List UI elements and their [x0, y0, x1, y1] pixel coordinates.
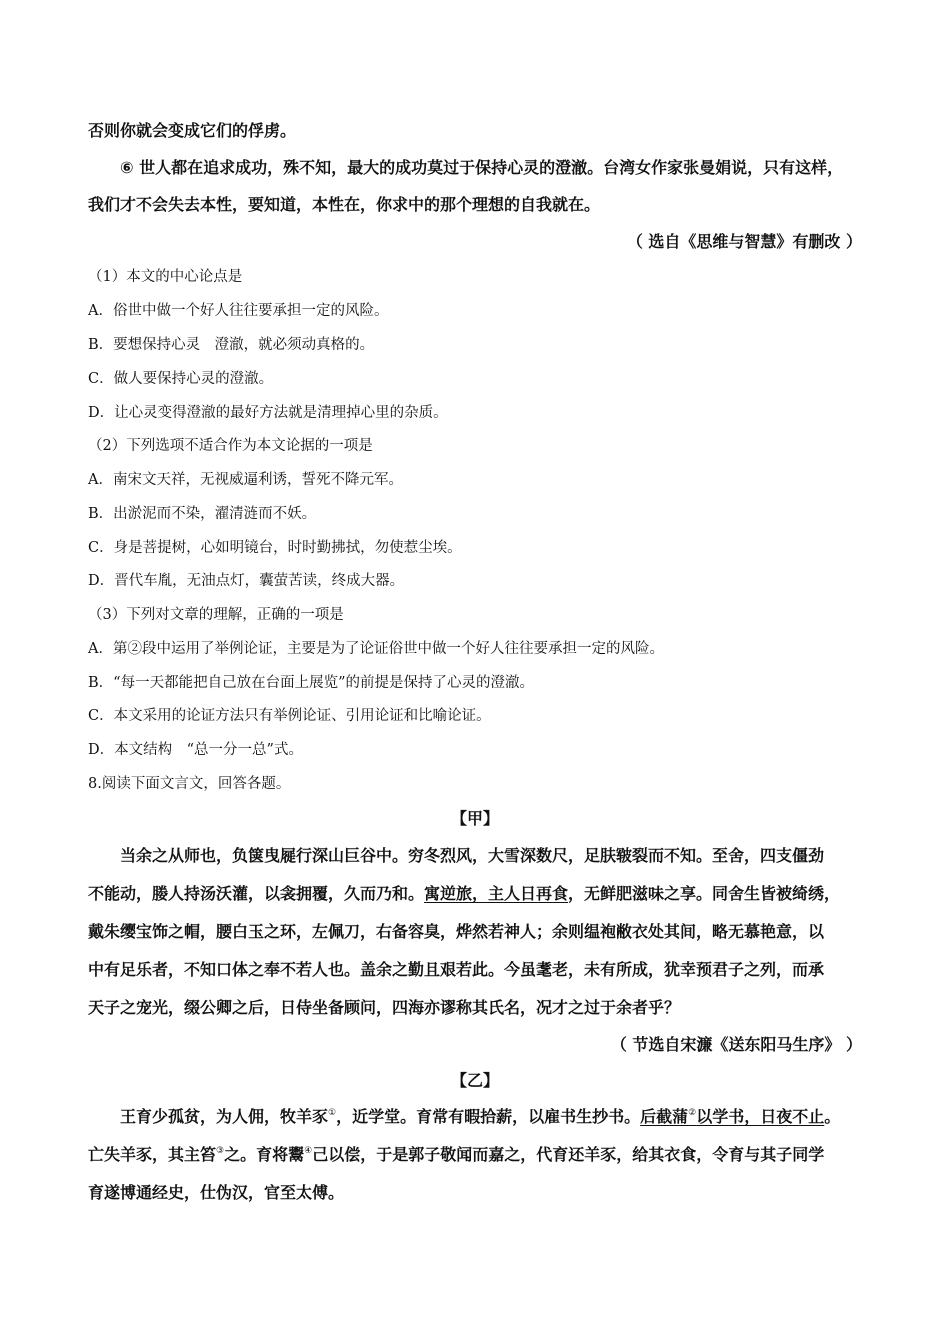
option-b: B．“每一天都能把自己放在台面上展览”的前提是保持了心灵的澄澈。: [88, 675, 534, 691]
passage-paragraph-6-line: 我们才不会失去本性，要知道，本性在，你求中的那个理想的自我就在。: [88, 195, 601, 214]
passage-source: （ 节选自宋濂《送东阳马生序》 ）: [610, 1035, 862, 1054]
classical-text-line: 中有足乐者，不知口体之奉不若人也。盖余之勤且艰若此。今虽耄老，未有所成，犹幸预君子之列，而承: [88, 960, 825, 979]
question-stem: （3）下列对文章的理解，正确的一项是: [88, 607, 344, 623]
passage-line: 否则你就会变成它们的俘虏。: [88, 121, 297, 140]
classical-text-line: 王育少孤贫，为人佣，牧羊豕①，近学堂。育常有暇拾薪，以雇书生抄书。后截蒲②以学书，日夜不止。: [120, 1107, 841, 1126]
footnote-marker: ④: [304, 1146, 313, 1156]
footnote-marker: ①: [328, 1108, 337, 1118]
classical-text-line: 亡失羊豕，其主笞③之。育将鬻④己以偿，于是郭子敬闻而嘉之，代育还羊豕，给其衣食，令育与其子同学: [88, 1145, 825, 1164]
question-stem: （2）下列选项不适合作为本文论据的一项是: [88, 438, 373, 454]
option-d: D．晋代车胤，无油点灯，囊萤苦读，终成大器。: [88, 573, 405, 589]
option-b: B．出淤泥而不染，濯清涟而不妖。: [88, 506, 317, 522]
option-d: D．让心灵变得澄澈的最好方法就是清理掉心里的杂质。: [88, 405, 448, 421]
section-heading: 【乙】: [450, 1071, 499, 1090]
question-stem: （1）本文的中心论点是: [88, 269, 243, 285]
underlined-sentence: 后截蒲②以学书，日夜不止: [640, 1107, 825, 1126]
footnote-marker: ②: [688, 1108, 697, 1118]
question-8-title: 8.阅读下面文言文，回答各题。: [88, 776, 291, 792]
option-a: A．南宋文天祥，无视威逼利诱，誓死不降元军。: [88, 472, 403, 488]
section-heading: 【甲】: [450, 809, 499, 828]
option-a: A．第②段中运用了举例论证，主要是为了论证俗世中做一个好人往往要承担一定的风险。: [88, 641, 664, 657]
classical-text-line: 当余之从师也，负箧曳屣行深山巨谷中。穷冬烈风，大雪深数尺，足肤皲裂而不知。至舍，四支僵劲: [120, 846, 825, 865]
classical-text-line: 天子之宠光，缀公卿之后，日侍坐备顾问，四海亦谬称其氏名，况才之过于余者乎？: [88, 998, 681, 1017]
passage-paragraph-6-line: ⑥ 世人都在追求成功，殊不知，最大的成功莫过于保持心灵的澄澈。台湾女作家张曼娟说，只有这样，: [120, 158, 844, 177]
classical-text-line: 戴朱缨宝饰之帽，腰白玉之环，左佩刀，右备容臭，烨然若神人；余则缊袍敝衣处其间，略无慕艳意，以: [88, 922, 825, 941]
option-c: C．做人要保持心灵的澄澈。: [88, 371, 274, 387]
option-b: B．要想保持心灵 澄澈，就必须动真格的。: [88, 337, 375, 353]
passage-source: （ 选自《思维与智慧》有删改 ）: [626, 232, 862, 251]
option-c: C．身是菩提树，心如明镜台，时时勤拂拭，勿使惹尘埃。: [88, 540, 462, 556]
underlined-sentence: 寓逆旅，主人日再食: [424, 884, 569, 903]
option-d: D．本文结构 “总一分一总”式。: [88, 742, 303, 758]
classical-text-line: 不能动，媵人持汤沃灌，以衾拥覆，久而乃和。寓逆旅，主人日再食，无鲜肥滋味之享。同舍生皆被绮绣，: [88, 884, 841, 903]
option-c: C．本文采用的论证方法只有举例论证、引用论证和比喻论证。: [88, 708, 491, 724]
classical-text-line: 育遂博通经史，仕伪汉，官至太傅。: [88, 1183, 345, 1202]
footnote-marker: ③: [216, 1146, 225, 1156]
option-a: A．俗世中做一个好人往往要承担一定的风险。: [88, 303, 389, 319]
